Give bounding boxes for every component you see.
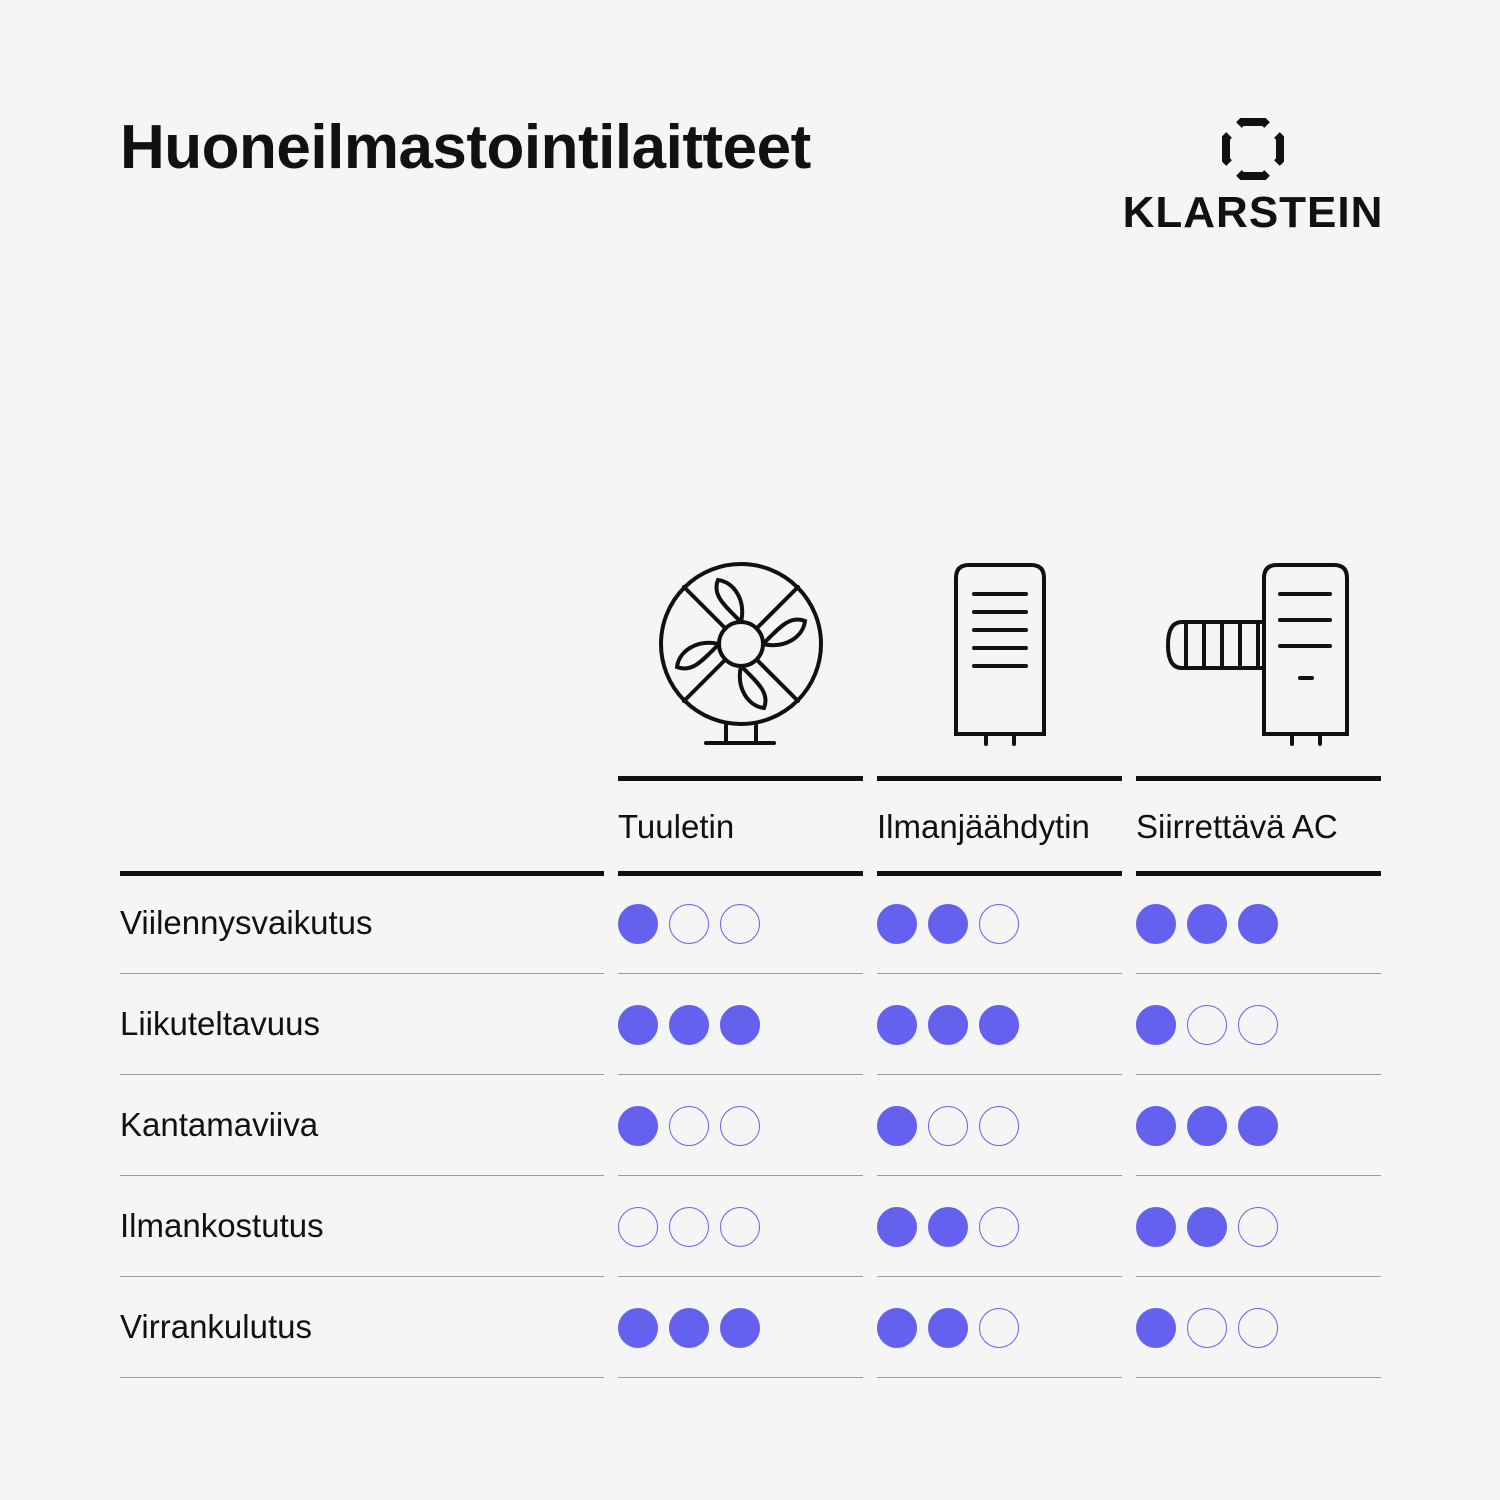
rating-dot-filled bbox=[877, 1207, 917, 1247]
rating-dot-empty bbox=[669, 1207, 709, 1247]
row-divider bbox=[877, 1276, 1122, 1277]
rating-dot-filled bbox=[928, 904, 968, 944]
row-divider bbox=[120, 1276, 604, 1277]
row-divider bbox=[618, 1175, 863, 1176]
column-top-rule bbox=[877, 776, 1122, 781]
rating-dot-filled bbox=[928, 1005, 968, 1045]
rating-dot-empty bbox=[928, 1106, 968, 1146]
rating-dot-filled bbox=[1136, 1308, 1176, 1348]
row-label: Kantamaviiva bbox=[120, 1106, 319, 1143]
page-title: Huoneilmastointilaitteet bbox=[120, 113, 811, 182]
rating-dot-filled bbox=[1238, 904, 1278, 944]
rating-dot-filled bbox=[720, 1308, 760, 1348]
row-divider bbox=[1136, 1175, 1381, 1176]
column-label-tuuletin: Tuuletin bbox=[618, 808, 735, 845]
column-label-siirrettava-ac: Siirrettävä AC bbox=[1136, 808, 1338, 845]
row-label: Virrankulutus bbox=[120, 1308, 312, 1345]
rating-dot-filled bbox=[618, 904, 658, 944]
rating-dots bbox=[618, 1308, 760, 1348]
rating-dot-filled bbox=[1187, 904, 1227, 944]
row-divider bbox=[1136, 973, 1381, 974]
rating-dot-empty bbox=[720, 1207, 760, 1247]
row-divider bbox=[877, 1377, 1122, 1378]
rating-dot-filled bbox=[669, 1005, 709, 1045]
rating-dot-empty bbox=[979, 904, 1019, 944]
rating-dots bbox=[1136, 1005, 1278, 1045]
rating-dots bbox=[1136, 904, 1278, 944]
rating-dot-empty bbox=[720, 904, 760, 944]
rating-dots bbox=[618, 904, 760, 944]
rating-dots bbox=[1136, 1207, 1278, 1247]
row-label: Ilmankostutus bbox=[120, 1207, 324, 1244]
row-divider bbox=[120, 1377, 604, 1378]
row-divider bbox=[120, 1175, 604, 1176]
rating-dot-filled bbox=[877, 904, 917, 944]
air-cooler-icon bbox=[950, 560, 1050, 750]
rating-dot-empty bbox=[720, 1106, 760, 1146]
rating-dot-filled bbox=[618, 1106, 658, 1146]
rating-dot-empty bbox=[1187, 1308, 1227, 1348]
column-top-rule bbox=[1136, 776, 1381, 781]
rating-dot-filled bbox=[618, 1308, 658, 1348]
row-divider bbox=[1136, 1276, 1381, 1277]
rating-dots bbox=[618, 1005, 760, 1045]
fan-icon bbox=[654, 560, 828, 750]
rating-dot-filled bbox=[669, 1308, 709, 1348]
rating-dot-filled bbox=[877, 1308, 917, 1348]
row-divider bbox=[618, 1276, 863, 1277]
rating-dot-filled bbox=[1136, 904, 1176, 944]
rating-dots bbox=[877, 904, 1019, 944]
rating-dots bbox=[877, 1207, 1019, 1247]
rating-dot-filled bbox=[928, 1308, 968, 1348]
column-label-ilmanjaahdytin: Ilmanjäähdytin bbox=[877, 808, 1090, 845]
rating-dot-filled bbox=[720, 1005, 760, 1045]
row-divider bbox=[877, 1175, 1122, 1176]
rating-dot-filled bbox=[1187, 1207, 1227, 1247]
rating-dot-empty bbox=[979, 1308, 1019, 1348]
row-divider bbox=[877, 973, 1122, 974]
header-bottom-rule bbox=[618, 871, 863, 876]
row-divider bbox=[120, 1074, 604, 1075]
row-label: Viilennysvaikutus bbox=[120, 904, 373, 941]
rating-dots bbox=[618, 1207, 760, 1247]
row-divider bbox=[618, 973, 863, 974]
row-divider bbox=[1136, 1074, 1381, 1075]
rating-dot-empty bbox=[669, 1106, 709, 1146]
rating-dot-filled bbox=[1136, 1005, 1176, 1045]
row-label: Liikuteltavuus bbox=[120, 1005, 320, 1042]
rating-dots bbox=[1136, 1308, 1278, 1348]
row-divider bbox=[877, 1074, 1122, 1075]
brand-logo bbox=[1122, 118, 1384, 238]
rating-dot-filled bbox=[1136, 1106, 1176, 1146]
row-divider bbox=[618, 1074, 863, 1075]
row-divider bbox=[1136, 1377, 1381, 1378]
rating-dot-empty bbox=[618, 1207, 658, 1247]
rating-dots bbox=[618, 1106, 760, 1146]
portable-ac-icon bbox=[1164, 560, 1354, 750]
rating-dot-filled bbox=[1187, 1106, 1227, 1146]
header-bottom-rule bbox=[120, 871, 604, 876]
rating-dot-filled bbox=[618, 1005, 658, 1045]
rating-dots bbox=[1136, 1106, 1278, 1146]
rating-dot-empty bbox=[979, 1207, 1019, 1247]
rating-dot-empty bbox=[669, 904, 709, 944]
column-top-rule bbox=[618, 776, 863, 781]
row-divider bbox=[618, 1377, 863, 1378]
rating-dots bbox=[877, 1106, 1019, 1146]
header-bottom-rule bbox=[1136, 871, 1381, 876]
header-bottom-rule bbox=[877, 871, 1122, 876]
rating-dot-filled bbox=[928, 1207, 968, 1247]
rating-dot-filled bbox=[979, 1005, 1019, 1045]
brand-name: KLARSTEIN bbox=[1122, 188, 1384, 237]
rating-dot-filled bbox=[877, 1005, 917, 1045]
rating-dot-empty bbox=[979, 1106, 1019, 1146]
klarstein-octagon-logo-icon bbox=[1222, 118, 1284, 180]
rating-dot-empty bbox=[1238, 1308, 1278, 1348]
rating-dot-filled bbox=[1136, 1207, 1176, 1247]
row-divider bbox=[120, 973, 604, 974]
rating-dots bbox=[877, 1308, 1019, 1348]
rating-dot-empty bbox=[1187, 1005, 1227, 1045]
rating-dot-filled bbox=[1238, 1106, 1278, 1146]
rating-dots bbox=[877, 1005, 1019, 1045]
rating-dot-filled bbox=[877, 1106, 917, 1146]
rating-dot-empty bbox=[1238, 1005, 1278, 1045]
rating-dot-empty bbox=[1238, 1207, 1278, 1247]
